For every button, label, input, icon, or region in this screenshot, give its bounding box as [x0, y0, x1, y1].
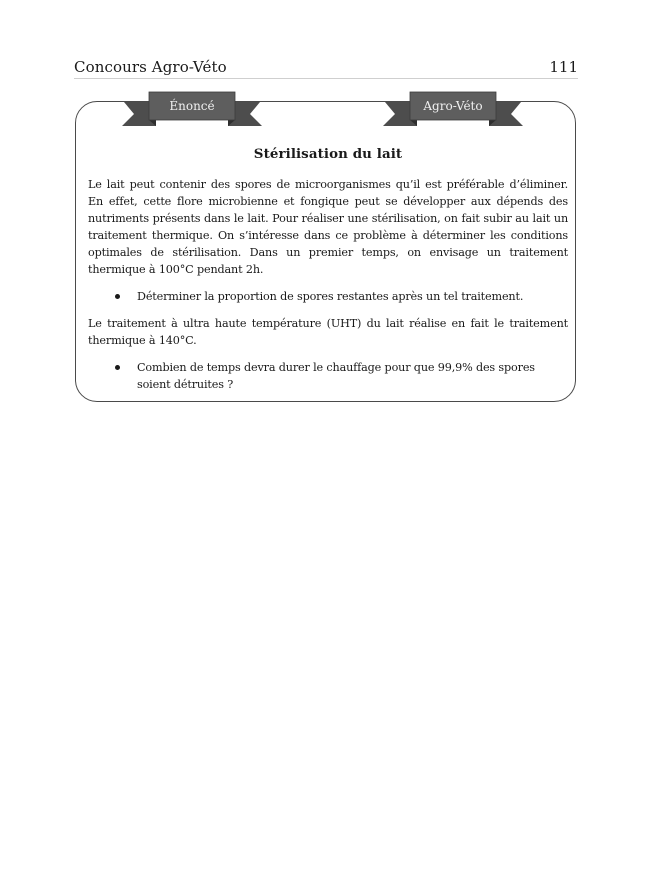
- exercise-content: [88, 146, 568, 393]
- page-header: [74, 58, 578, 79]
- ribbon-label-agro-veto: Agro-Véto: [423, 99, 483, 113]
- bullet-icon: [115, 365, 120, 370]
- question-item-2: [88, 359, 568, 393]
- exercise-title: Stérilisation du lait: [253, 146, 403, 162]
- book-title: Concours Agro-Véto: [74, 58, 227, 76]
- question-text-1: Déterminer la proportion de spores restantes après un tel traitement.: [137, 290, 524, 303]
- question-item-1: [88, 288, 568, 305]
- ribbon-label-enonce: Énoncé: [169, 99, 215, 113]
- question-list-2: [88, 359, 568, 393]
- exercise-paragraph-1: Le lait peut contenir des spores de microorganismes qu’il est préférable d’éliminer. En effet, cette flore microbienne et fongique peut se développer aux dépends des nutriments présents dans le lait. Pour réaliser une stérilisation, on fait subir au lait un traitement thermique. On s’intéresse dans ce problème à déterminer les conditions optimales de stérilisation. Dans un premier temps, on envisage un traitement thermique à 100°C pendant 2h.: [88, 178, 568, 276]
- exercise-paragraph-2: Le traitement à ultra haute température (UHT) du lait réalise en fait le traitement thermique à 140°C.: [88, 317, 568, 347]
- question-text-2: Combien de temps devra durer le chauffage pour que 99,9% des spores soient détruites ?: [137, 361, 535, 391]
- page-number: 111: [549, 58, 578, 76]
- question-list-1: [88, 288, 568, 305]
- bullet-icon: [115, 294, 120, 299]
- exercise-box: [75, 101, 576, 402]
- agro-veto-ribbon: [383, 90, 523, 130]
- enonce-ribbon: [122, 90, 262, 130]
